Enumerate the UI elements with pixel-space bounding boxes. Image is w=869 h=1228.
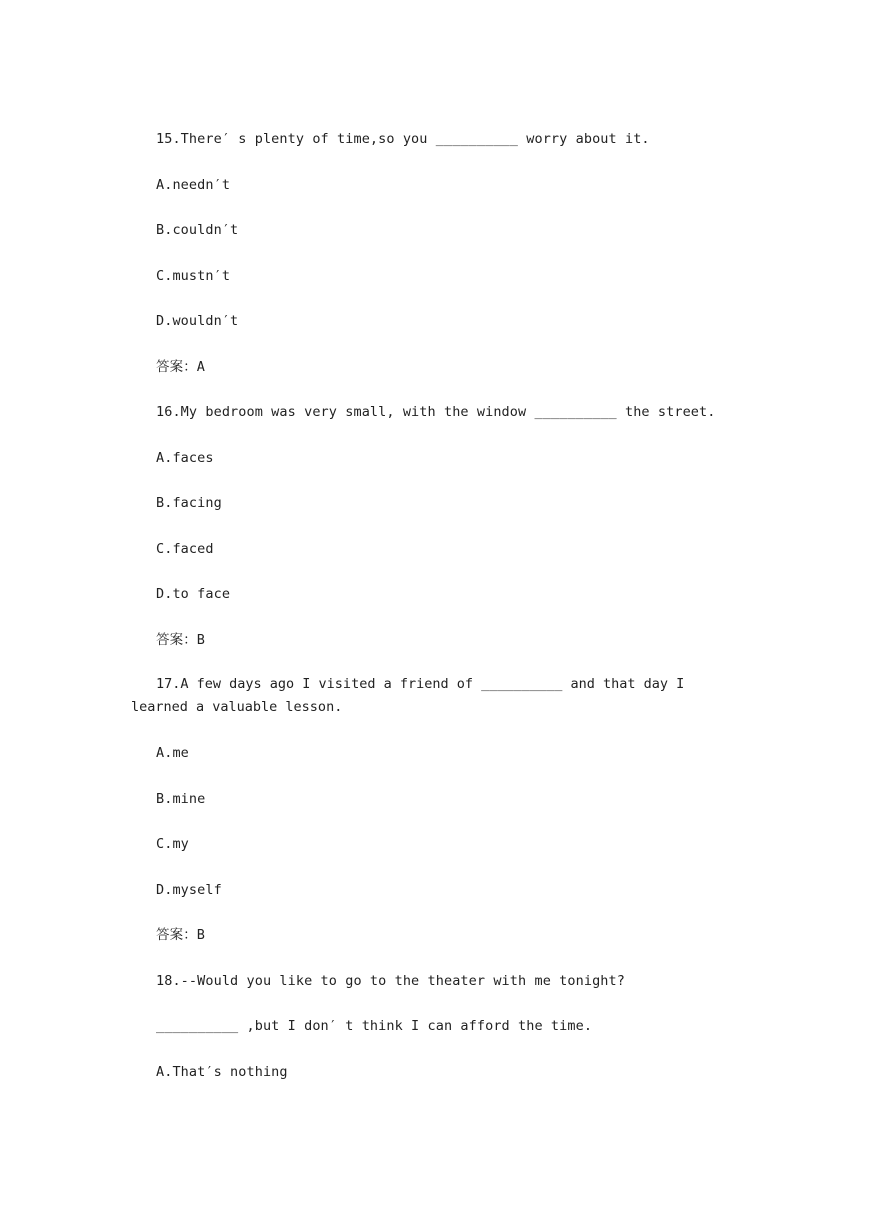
question-16-option-c: C.faced — [156, 541, 214, 557]
question-15-stem: 15.There′ s plenty of time,so you __________ worry about it. — [156, 131, 650, 147]
question-18-reply: __________ ,but I don′ t think I can afford the time. — [156, 1018, 593, 1034]
question-16-stem: 16.My bedroom was very small, with the window __________ the street. — [156, 404, 716, 420]
question-17-answer: 答案：B — [156, 927, 206, 943]
question-17-option-c: C.my — [156, 836, 189, 852]
question-17-option-b: B.mine — [156, 791, 206, 807]
question-17-option-d: D.myself — [156, 882, 222, 898]
question-15-answer: 答案：A — [156, 359, 206, 375]
question-15-option-a: A.needn′t — [156, 177, 231, 193]
question-16-option-a: A.faces — [156, 450, 214, 466]
question-18-stem: 18.--Would you like to go to the theater with me tonight? — [156, 973, 625, 989]
question-16-option-b: B.facing — [156, 495, 222, 511]
question-17-option-a: A.me — [156, 745, 189, 761]
question-15-option-c: C.mustn′t — [156, 268, 231, 284]
question-18-option-a: A.That′s nothing — [156, 1064, 288, 1080]
question-17-stem: 17.A few days ago I visited a friend of __________ and that day I learned a valuable lesson. — [131, 676, 685, 715]
question-15-option-d: D.wouldn′t — [156, 313, 239, 329]
question-16-answer: 答案：B — [156, 632, 206, 648]
question-15-option-b: B.couldn′t — [156, 222, 239, 238]
question-16-option-d: D.to face — [156, 586, 231, 602]
